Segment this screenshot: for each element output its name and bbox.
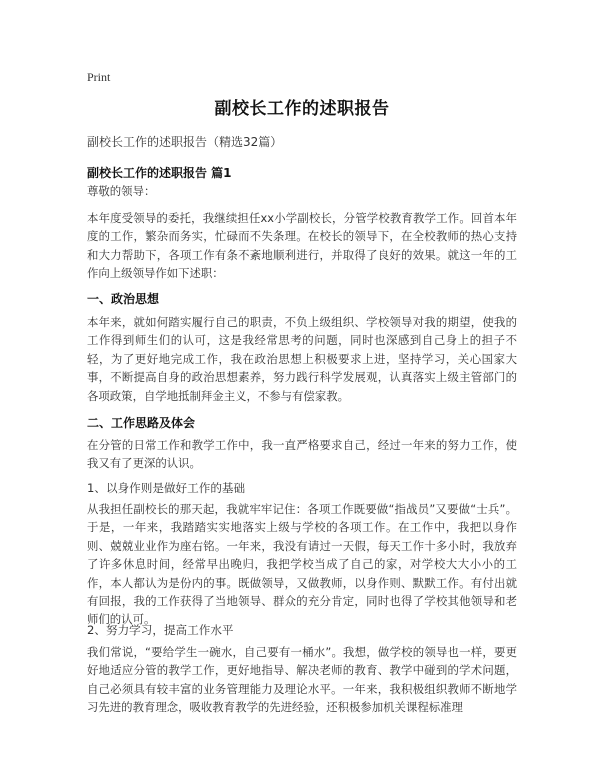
section-heading-politics: 一、政治思想 [87, 292, 160, 306]
article-heading: 副校长工作的述职报告 篇1 [87, 166, 232, 180]
lead-by-example-paragraph: 从我担任副校长的那天起，我就牢牢记住：各项工作既要做“指战员”又要做“士兵”。于是，一年来，我踏踏实实地落实上级与学校的各项工作。在工作中，我把以身作则、兢兢业业作为座右铭。一年来，我没有请过一天假，每天工作十多小时，我放弃了许多休息时间，经常早出晚归，我把学校当成了自己的家，对学校大大小小的工作，本人都认为是份内的事。既做领导，又做教师，以身作则、默默工作。有付出就有回报，我的工作获得了当地领导、群众的充分肯定，同时也得了学校其他领导和老师们的认可。 [87, 502, 517, 627]
study-hard-paragraph: 我们常说，“要给学生一碗水，自己要有一桶水”。我想，做学校的领导也一样，要更好地适应分管的教学工作，更好地指导、解决老师的教育、教学中碰到的学术问题，自己必须具有较丰富的业务管理能力及理论水平。一年来，我积极组织教师不断地学习先进的教育理念，吸收教育教学的先进经验，还积极参加机关课程标准理 [87, 645, 517, 715]
subheading-lead-by-example: 1、以身作则是做好工作的基础 [87, 481, 246, 495]
section-heading-work-ideas: 二、工作思路及体会 [87, 416, 196, 430]
politics-paragraph: 本年来，就如何踏实履行自己的职责，不负上级组织、学校领导对我的期望，使我的工作得到师生们的认可，这是我经常思考的问题，同时也深感到自己身上的担子不轻，为了更好地完成工作，我在政治思想上积极要求上进，坚持学习，关心国家大事，不断提高自身的政治思想素养，努力践行科学发展观，认真落实上级主管部门的各项政策，自学地抵制拜金主义，不参与有偿家教。 [87, 315, 517, 403]
document-subtitle: 副校长工作的述职报告（精选32篇） [87, 135, 283, 149]
page-title: 副校长工作的述职报告 [214, 99, 390, 119]
greeting-paragraph: 尊敬的领导： [87, 184, 156, 198]
intro-paragraph: 本年度受领导的委托，我继续担任xx小学副校长，分管学校教育教学工作。回首本年度的工作，繁杂而务实，忙碌而不失条理。在校长的领导下，在全校教师的热心支持和大力帮助下，各项工作有条不紊地顺利进行，并取得了良好的效果。就这一年的工作向上级领导作如下述职： [87, 211, 517, 281]
print-link[interactable]: Print [87, 70, 111, 84]
work-ideas-paragraph: 在分管的日常工作和教学工作中，我一直严格要求自己，经过一年来的努力工作，使我又有了更深的认识。 [87, 438, 517, 471]
subheading-study-hard: 2、努力学习，提高工作水平 [87, 623, 234, 637]
